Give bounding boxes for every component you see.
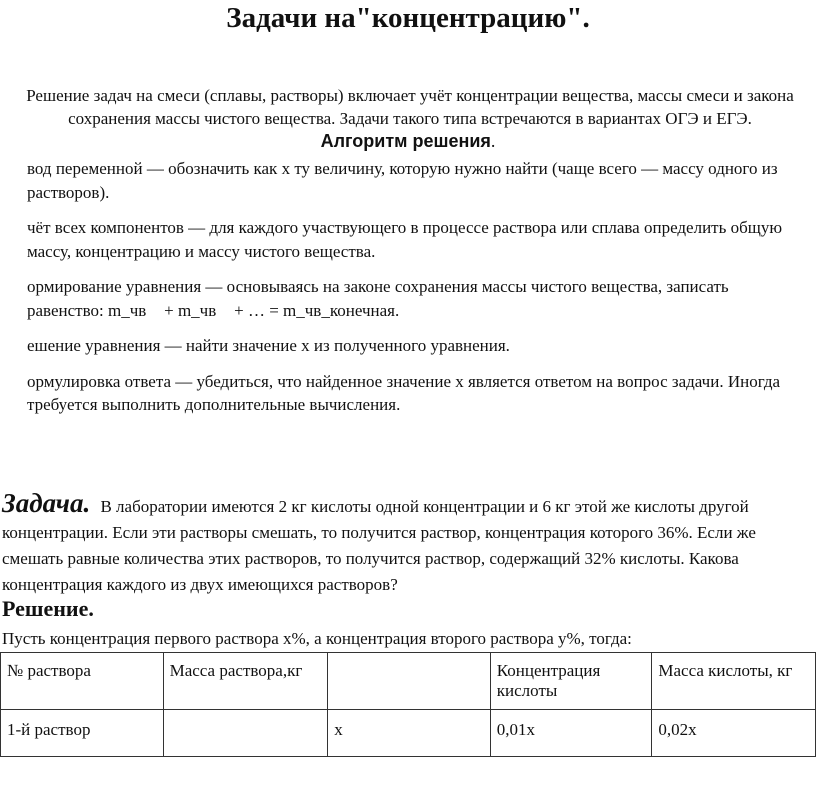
step-item: ормирование уравнения — основываясь на законе сохранения массы чистого вещества, записать равенство: m_чв + m_чв + … = m_чв_конечная. [27, 277, 729, 320]
solution-table [0, 652, 816, 757]
table-cell: 1-й раствор [1, 710, 164, 757]
table-cell: 0,01х [490, 710, 652, 757]
algorithm-heading [0, 131, 816, 152]
algorithm-label: Алгоритм решения [320, 131, 491, 151]
table-header-cell: Масса кислоты, кг [652, 653, 816, 710]
table-header-cell: Концентрация кислоты [490, 653, 652, 710]
table-header-cell [328, 653, 491, 710]
table-cell: х [328, 710, 491, 757]
solution-intro: Пусть концентрация первого раствора х%, а концентрация второго раствора у%, тогда: [2, 629, 632, 648]
solution-heading: Решение. [2, 596, 94, 621]
table-cell: 0,02х [652, 710, 816, 757]
table-row [1, 710, 816, 757]
step-item: чёт всех компонентов — для каждого участвующего в процессе раствора или сплава определить общую массу, концентрацию и массу чистого вещества. [27, 218, 783, 261]
table-header-cell: № раствора [1, 653, 164, 710]
task-text: В лаборатории имеются 2 кг кислоты одной концентрации и 6 кг этой же кислоты другой концентрации. Если эти растворы смешать, то получится раствор, концентрация которого 36%. Если же смешать равные количества этих растворов, то получится раствор, содержащий 32% кислоты. Какова концентрация каждого из двух имеющихся растворов? [2, 497, 756, 594]
task-label: Задача. [2, 488, 91, 518]
table-header-row [1, 653, 816, 710]
page-title: Задачи на"концентрацию". [226, 2, 590, 34]
algorithm-steps [27, 157, 807, 429]
algorithm-punct: . [490, 131, 496, 151]
step-item: вод переменной — обозначить как x ту величину, которую нужно найти (чаще всего — массу одного из растворов). [27, 159, 778, 202]
table-header-cell: Масса раствора,кг [163, 653, 328, 710]
step-item: ормулировка ответа — убедиться, что найденное значение x является ответом на вопрос задачи. Иногда требуется выполнить дополнительные вычисления. [27, 371, 781, 414]
intro-paragraph: Решение задач на смеси (сплавы, растворы) включает учёт концентрации вещества, массы смеси и закона сохранения массы чистого вещества. Задачи такого типа встречаются в вариантах ОГЭ и ЕГЭ. [26, 86, 794, 128]
table-cell [163, 710, 328, 757]
task-block [2, 490, 808, 598]
step-item: ешение уравнения — найти значение x из полученного уравнения. [27, 336, 510, 355]
